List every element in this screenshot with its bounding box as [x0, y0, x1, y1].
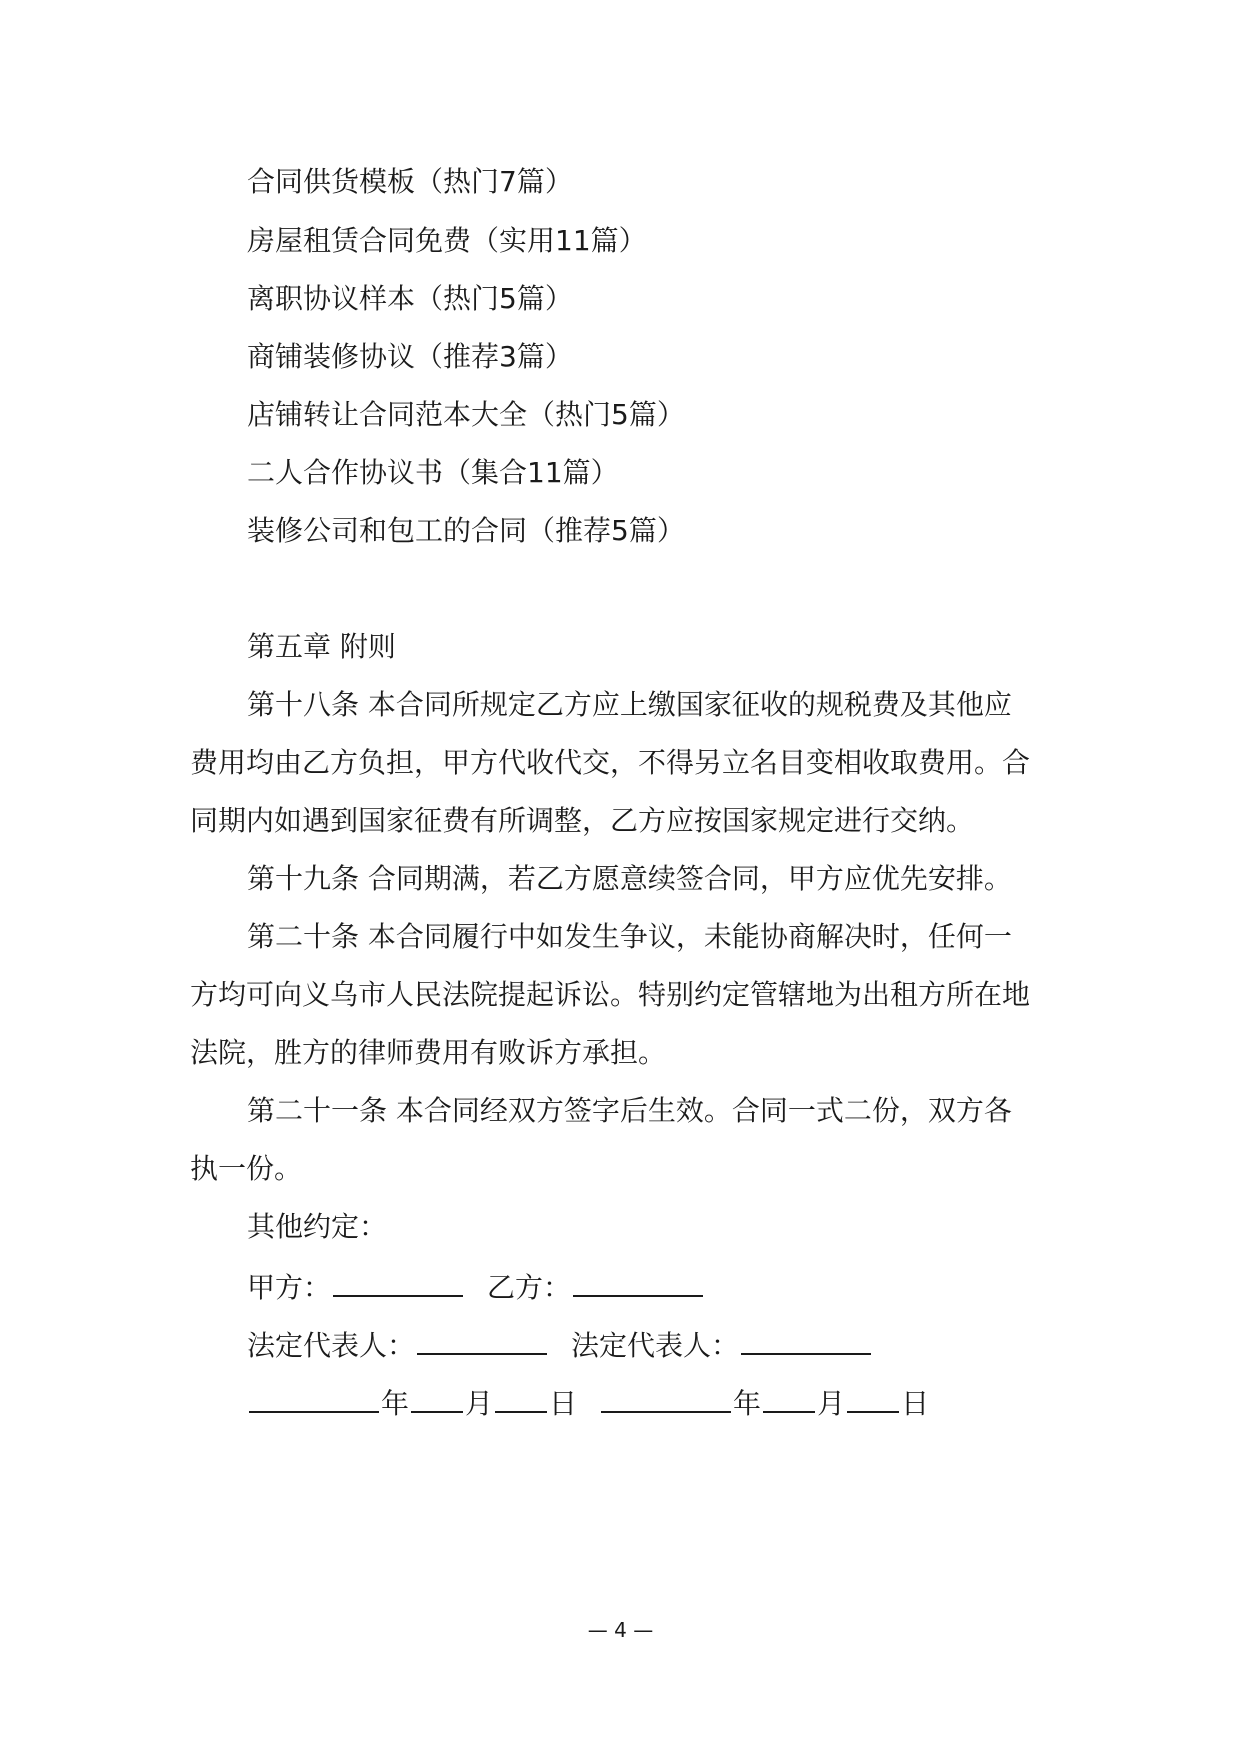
article-20-line-1: 第二十条 本合同履行中如发生争议，未能协商解决时，任何一: [247, 920, 1012, 953]
month-a-blank[interactable]: [411, 1381, 463, 1413]
month-b-label: 月: [817, 1387, 846, 1420]
party-b-blank[interactable]: [573, 1265, 703, 1297]
related-link-5[interactable]: 店铺转让合同范本大全（热门5篇）: [247, 398, 685, 431]
chapter-heading: 第五章 附则: [247, 630, 396, 663]
year-b-blank[interactable]: [601, 1381, 731, 1413]
day-b-blank[interactable]: [847, 1381, 899, 1413]
party-signature-row: [247, 1265, 705, 1308]
party-b-label: 乙方：: [487, 1271, 572, 1304]
article-18-line-2: 费用均由乙方负担，甲方代收代交，不得另立名目变相收取费用。合: [190, 746, 1031, 779]
related-link-7[interactable]: 装修公司和包工的合同（推荐5篇）: [247, 514, 685, 547]
legal-rep-b-blank[interactable]: [741, 1323, 871, 1355]
article-18-line-1: 第十八条 本合同所规定乙方应上缴国家征收的规税费及其他应: [247, 688, 1012, 721]
related-link-1[interactable]: 合同供货模板（热门7篇）: [247, 165, 573, 198]
day-a-blank[interactable]: [495, 1381, 547, 1413]
month-a-label: 月: [465, 1387, 494, 1420]
article-18-line-3: 同期内如遇到国家征费有所调整，乙方应按国家规定进行交纳。: [190, 804, 975, 837]
page-number: — 4 —: [587, 1618, 654, 1642]
article-21-line-1: 第二十一条 本合同经双方签字后生效。合同一式二份，双方各: [247, 1094, 1012, 1127]
article-21-line-2: 执一份。: [190, 1152, 303, 1185]
related-link-3[interactable]: 离职协议样本（热门5篇）: [247, 282, 573, 315]
legal-rep-row: [247, 1323, 873, 1366]
year-a-blank[interactable]: [249, 1381, 379, 1413]
party-a-label: 甲方：: [247, 1271, 332, 1304]
year-b-label: 年: [733, 1387, 762, 1420]
day-a-label: 日: [549, 1387, 578, 1420]
party-a-blank[interactable]: [333, 1265, 463, 1297]
related-link-4[interactable]: 商铺装修协议（推荐3篇）: [247, 340, 573, 373]
article-20-line-3: 法院，胜方的律师费用有败诉方承担。: [190, 1036, 667, 1069]
legal-rep-a-label: 法定代表人：: [247, 1329, 416, 1362]
legal-rep-b-label: 法定代表人：: [571, 1329, 740, 1362]
year-a-label: 年: [381, 1387, 410, 1420]
month-b-blank[interactable]: [763, 1381, 815, 1413]
related-link-6[interactable]: 二人合作协议书（集合11篇）: [247, 456, 619, 489]
other-agreement-label: 其他约定：: [247, 1210, 388, 1243]
article-20-line-2: 方均可向义乌市人民法院提起诉讼。特别约定管辖地为出租方所在地: [190, 978, 1031, 1011]
date-row: [247, 1381, 929, 1424]
legal-rep-a-blank[interactable]: [417, 1323, 547, 1355]
day-b-label: 日: [901, 1387, 930, 1420]
article-19-line-1: 第十九条 合同期满，若乙方愿意续签合同，甲方应优先安排。: [247, 862, 1012, 895]
related-link-2[interactable]: 房屋租赁合同免费（实用11篇）: [247, 224, 647, 257]
